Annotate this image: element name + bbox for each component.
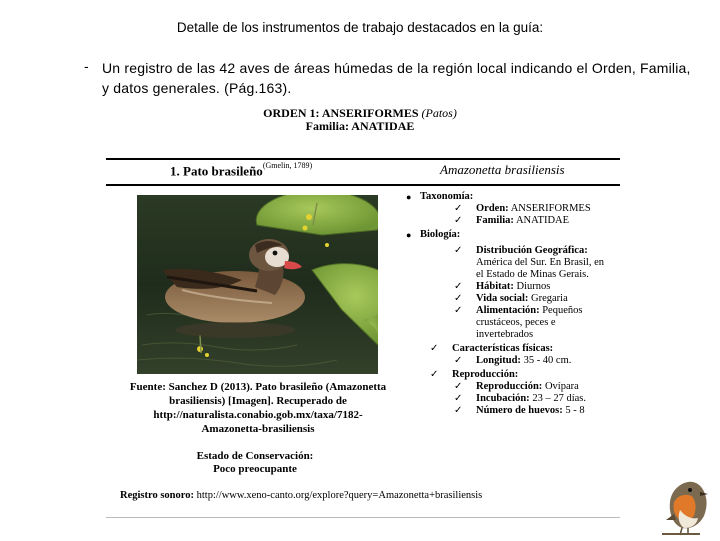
item-label: Número de huevos:	[476, 405, 563, 416]
species-author: (Gmelin, 1789)	[262, 161, 313, 170]
credit-line: brasiliensis) [Imagen]. Recuperado de	[169, 395, 347, 407]
item-value: ANSERIFORMES	[510, 203, 591, 214]
item-label: Familia:	[476, 215, 514, 226]
list-item	[406, 405, 646, 417]
registro-label: Registro sonoro:	[120, 490, 194, 501]
top-rule	[106, 158, 620, 160]
credit-line[interactable]: Amazonetta-brasiliensis	[201, 423, 315, 435]
bullet-dot-icon: ●	[406, 192, 412, 202]
check-icon: ✓	[430, 343, 439, 354]
item-label: Distribución Geográfica:	[476, 245, 588, 256]
list-item	[406, 381, 646, 393]
biologia-title: Biología:	[420, 229, 461, 240]
check-icon: ✓	[454, 245, 463, 256]
item-value: ANATIDAE	[515, 215, 570, 226]
check-icon: ✓	[454, 405, 463, 416]
bullet-dot-icon: ●	[406, 230, 412, 240]
item-value: Diurnos	[516, 281, 551, 292]
check-icon: ✓	[454, 203, 463, 214]
item-value: Ovípara	[544, 381, 579, 392]
check-icon: ✓	[454, 393, 463, 404]
item-label: Alimentación:	[476, 305, 540, 316]
bullet-marker: -	[84, 58, 89, 74]
bullet-text: Un registro de las 42 aves de áreas húmedas de la región local indicando el Orden, Familia, y datos generales. (Pág.163).	[102, 60, 691, 96]
species-common-name	[170, 163, 312, 179]
species-scientific-name: Amazonetta brasiliensis	[440, 162, 565, 177]
check-icon: ✓	[454, 381, 463, 392]
slide-title: Detalle de los instrumentos de trabajo destacados en la guía:	[176, 20, 544, 35]
sound-record	[120, 490, 482, 501]
species-common: 1. Pato brasileño	[170, 163, 263, 179]
item-label: Longitud:	[476, 355, 521, 366]
orden-line: ORDEN 1: ANSERIFORMES	[263, 106, 419, 120]
credit-line: Fuente: Sanchez D (2013). Pato brasileño (Amazonetta	[129, 381, 387, 393]
section-caracteristicas	[406, 343, 646, 355]
list-item	[406, 293, 646, 305]
item-value: 35 - 40 cm.	[523, 355, 572, 366]
check-icon: ✓	[454, 305, 463, 316]
familia-line: Familia: ANATIDAE	[305, 119, 415, 133]
list-item	[406, 245, 646, 281]
check-icon: ✓	[454, 281, 463, 292]
registro-url[interactable]: http://www.xeno-canto.org/explore?query=Amazonetta+brasiliensis	[196, 490, 483, 501]
check-icon: ✓	[454, 215, 463, 226]
list-item	[406, 355, 646, 367]
taxonomia-title: Taxonomía:	[420, 191, 474, 202]
duck-photo-illustration	[137, 195, 378, 374]
item-label: Vida social:	[476, 293, 529, 304]
orden-note: (Patos)	[421, 106, 457, 120]
check-icon: ✓	[454, 293, 463, 304]
robin-icon	[660, 470, 716, 536]
list-item	[406, 305, 646, 341]
item-label: Reproducción:	[476, 381, 543, 392]
item-label: Hábitat:	[476, 281, 514, 292]
reproduccion-title: Reproducción:	[452, 369, 519, 380]
orden-header	[210, 107, 510, 133]
species-info-list	[406, 190, 646, 417]
estado-value: Poco preocupante	[213, 463, 297, 475]
item-label: Orden:	[476, 203, 509, 214]
item-value: América del Sur. En Brasil, en el Estado de Minas Gerais.	[476, 257, 605, 280]
item-value: 23 – 27 días.	[532, 393, 586, 404]
conservation-status	[170, 450, 340, 476]
credit-line[interactable]: http://naturalista.conabio.gob.mx/taxa/7182-	[153, 409, 363, 421]
item-label: Incubación:	[476, 393, 530, 404]
section-taxonomia	[406, 191, 646, 203]
list-item	[406, 215, 646, 227]
item-value: Gregaria	[531, 293, 568, 304]
photo-credit	[108, 380, 408, 436]
section-biologia	[406, 229, 646, 241]
check-icon: ✓	[430, 369, 439, 380]
list-item	[406, 393, 646, 405]
list-item	[406, 203, 646, 215]
estado-label: Estado de Conservación:	[196, 450, 314, 462]
bottom-rule	[106, 517, 620, 518]
item-value: Pequeños crustáceos, peces e invertebrados	[476, 305, 583, 340]
section-reproduccion	[406, 369, 646, 381]
pato-brasileno-photo	[137, 195, 378, 374]
caracteristicas-title: Características físicas:	[452, 343, 554, 354]
item-value: 5 - 8	[565, 405, 585, 416]
check-icon: ✓	[454, 355, 463, 366]
mid-rule	[106, 184, 620, 186]
list-item	[406, 281, 646, 293]
